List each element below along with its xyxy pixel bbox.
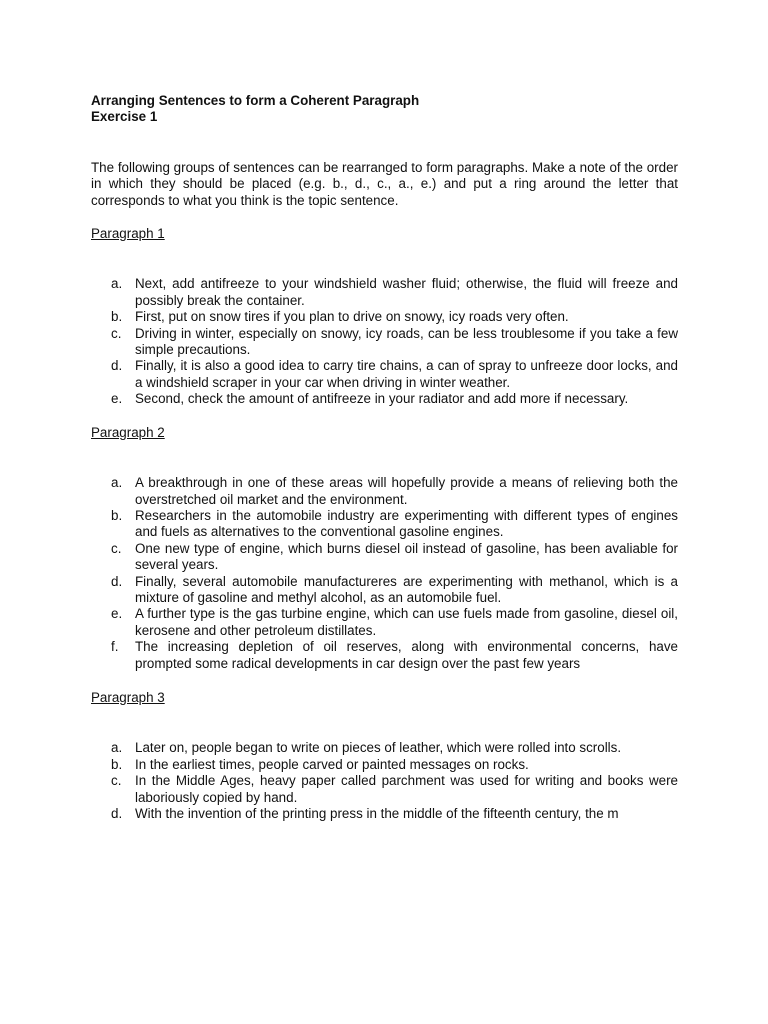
item-text: With the invention of the printing press in the middle of the fifteenth century, the m xyxy=(135,806,619,821)
item-text: In the Middle Ages, heavy paper called parchment was used for writing and books were laboriously copied by hand. xyxy=(135,773,678,805)
item-letter: c. xyxy=(111,325,122,341)
instructions-text: The following groups of sentences can be rearranged to form paragraphs. Make a note of the order in which they should be placed (e.g. b., d., c., a., e.) and put a ring around the letter that corresponds to what you think is the topic sentence. xyxy=(91,159,678,208)
list-item xyxy=(91,391,678,407)
list-item xyxy=(91,326,678,359)
item-letter: c. xyxy=(111,540,122,556)
item-letter: d. xyxy=(111,573,123,589)
item-text: Second, check the amount of antifreeze in your radiator and add more if necessary. xyxy=(135,391,629,407)
item-text: Next, add antifreeze to your windshield washer fluid; otherwise, the fluid will freeze and possibly break the container. xyxy=(135,276,678,308)
item-letter: e. xyxy=(111,391,123,407)
paragraph-1-sentence-list xyxy=(91,276,678,407)
paragraph-2-heading: Paragraph 2 xyxy=(91,424,165,440)
list-item xyxy=(91,740,678,756)
list-item xyxy=(91,276,678,309)
list-item xyxy=(91,358,678,391)
list-item xyxy=(91,309,678,325)
list-item xyxy=(91,541,678,574)
item-letter: d. xyxy=(111,806,123,821)
item-letter: d. xyxy=(111,358,123,374)
exercise-subtitle: Exercise 1 xyxy=(91,109,158,125)
list-item xyxy=(91,574,678,607)
list-item xyxy=(91,475,678,508)
item-letter: e. xyxy=(111,606,123,622)
item-text: In the earliest times, people carved or painted messages on rocks. xyxy=(135,756,529,772)
item-letter: a. xyxy=(111,276,123,292)
item-text: Finally, several automobile manufactureres are experimenting with methanol, which is a mixture of gasoline and methyl alcohol, as an automobile fuel. xyxy=(135,573,678,605)
paragraph-3-sentence-list xyxy=(91,740,678,822)
item-letter: a. xyxy=(111,475,123,491)
item-text: Later on, people began to write on pieces of leather, which were rolled into scrolls. xyxy=(135,740,622,756)
item-letter: b. xyxy=(111,309,123,325)
list-item xyxy=(91,639,678,672)
item-letter: f. xyxy=(111,639,119,655)
list-item xyxy=(91,757,678,773)
paragraph-2-sentence-list xyxy=(91,475,678,672)
item-text: One new type of engine, which burns diesel oil instead of gasoline, has been avaliable for several years. xyxy=(135,540,678,573)
item-text: Finally, it is also a good idea to carry tire chains, a can of spray to unfreeze door locks, and a windshield scraper in your car when driving in winter weather. xyxy=(135,358,678,390)
item-text: A breakthrough in one of these areas will hopefully provide a means of relieving both the overstretched oil market and the environment. xyxy=(135,475,678,507)
list-item xyxy=(91,606,678,639)
item-text: A further type is the gas turbine engine, which can use fuels made from gasoline, diesel oil, kerosene and other petroleum distillates. xyxy=(135,606,678,638)
item-letter: c. xyxy=(111,773,122,789)
paragraph-3-heading: Paragraph 3 xyxy=(91,689,165,705)
item-text: Researchers in the automobile industry are experimenting with different types of engines and fuels as alternatives to the conventional gasoline engines. xyxy=(135,507,678,540)
item-text: Driving in winter, especially on snowy, icy roads, can be less troublesome if you take a few simple precautions. xyxy=(135,325,678,358)
list-item xyxy=(91,508,678,541)
document-title: Arranging Sentences to form a Coherent Paragraph xyxy=(91,93,420,108)
item-letter: b. xyxy=(111,507,123,523)
list-item xyxy=(91,806,678,822)
document-page xyxy=(91,93,678,822)
list-item xyxy=(91,773,678,806)
item-letter: a. xyxy=(111,740,123,756)
paragraph-1-heading: Paragraph 1 xyxy=(91,226,165,242)
item-letter: b. xyxy=(111,756,123,772)
item-text: The increasing depletion of oil reserves, along with environmental concerns, have prompted some radical developments in car design over the past few years xyxy=(135,639,678,671)
item-text: First, put on snow tires if you plan to drive on snowy, icy roads very often. xyxy=(135,309,569,325)
